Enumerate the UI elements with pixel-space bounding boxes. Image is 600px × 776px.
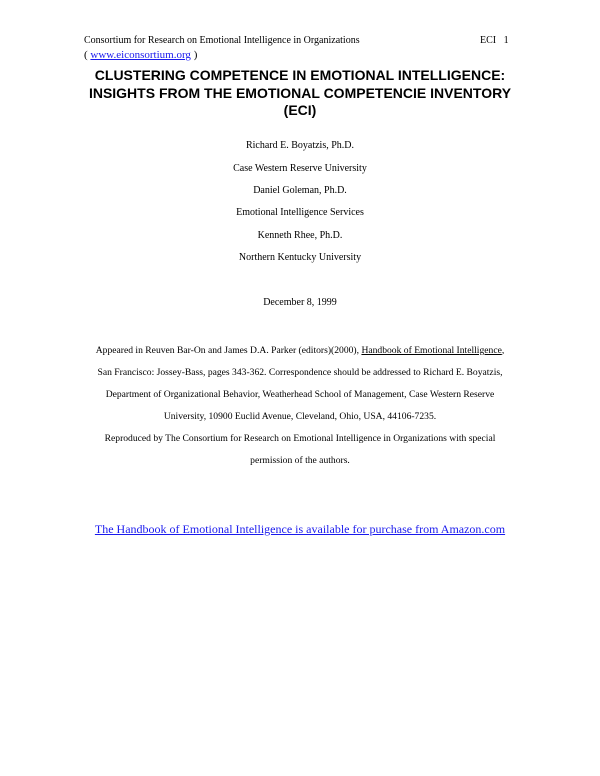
eiconsortium-link[interactable]: www.eiconsortium.org xyxy=(90,49,191,61)
header-link-line xyxy=(84,49,197,61)
header-page-number: ECI 1 xyxy=(480,35,509,46)
paren-close: ) xyxy=(190,49,198,61)
document-title xyxy=(0,67,600,120)
author-name: Richard E. Boyatzis, Ph.D. xyxy=(245,140,355,151)
author-name: Daniel Goleman, Ph.D. xyxy=(253,185,347,196)
author-affiliation: Case Western Reserve University xyxy=(233,163,367,174)
title-line: (ECI) xyxy=(283,102,317,118)
citation-text: , xyxy=(501,345,505,356)
citation-line: permission of the authors. xyxy=(250,455,350,466)
citation-line: University, 10900 Euclid Avenue, Cleveland, Ohio, USA, 44106-7235. xyxy=(163,411,437,422)
header-org: Consortium for Research on Emotional Intelligence in Organizations xyxy=(84,35,360,46)
citation-text: Appeared in Reuven Bar-On and James D.A. Parker (editors)(2000), xyxy=(95,345,362,356)
amazon-purchase-link[interactable]: The Handbook of Emotional Intelligence is available for purchase from Amazon.com xyxy=(94,522,506,536)
author-name: Kenneth Rhee, Ph.D. xyxy=(257,230,343,241)
author-affiliation: Emotional Intelligence Services xyxy=(236,207,364,218)
book-title: Handbook of Emotional Intelligence xyxy=(361,345,502,356)
paren-open: ( xyxy=(84,49,91,61)
title-line: CLUSTERING COMPETENCE IN EMOTIONAL INTELLIGENCE: xyxy=(94,67,506,83)
citation-line: Department of Organizational Behavior, Weatherhead School of Management, Case Western Reserve xyxy=(105,389,495,400)
document-date: December 8, 1999 xyxy=(263,297,337,308)
title-line: INSIGHTS FROM THE EMOTIONAL COMPETENCIE INVENTORY xyxy=(88,84,512,101)
author-affiliation: Northern Kentucky University xyxy=(238,252,362,263)
citation-paragraph xyxy=(0,340,600,472)
citation-line: Reproduced by The Consortium for Research on Emotional Intelligence in Organizations with special xyxy=(104,433,496,444)
citation-line: San Francisco: Jossey-Bass, pages 343-362. Correspondence should be addressed to Richard E. Boyatzis, xyxy=(97,367,503,378)
citation-line xyxy=(0,340,600,362)
amazon-link-line xyxy=(0,522,600,537)
